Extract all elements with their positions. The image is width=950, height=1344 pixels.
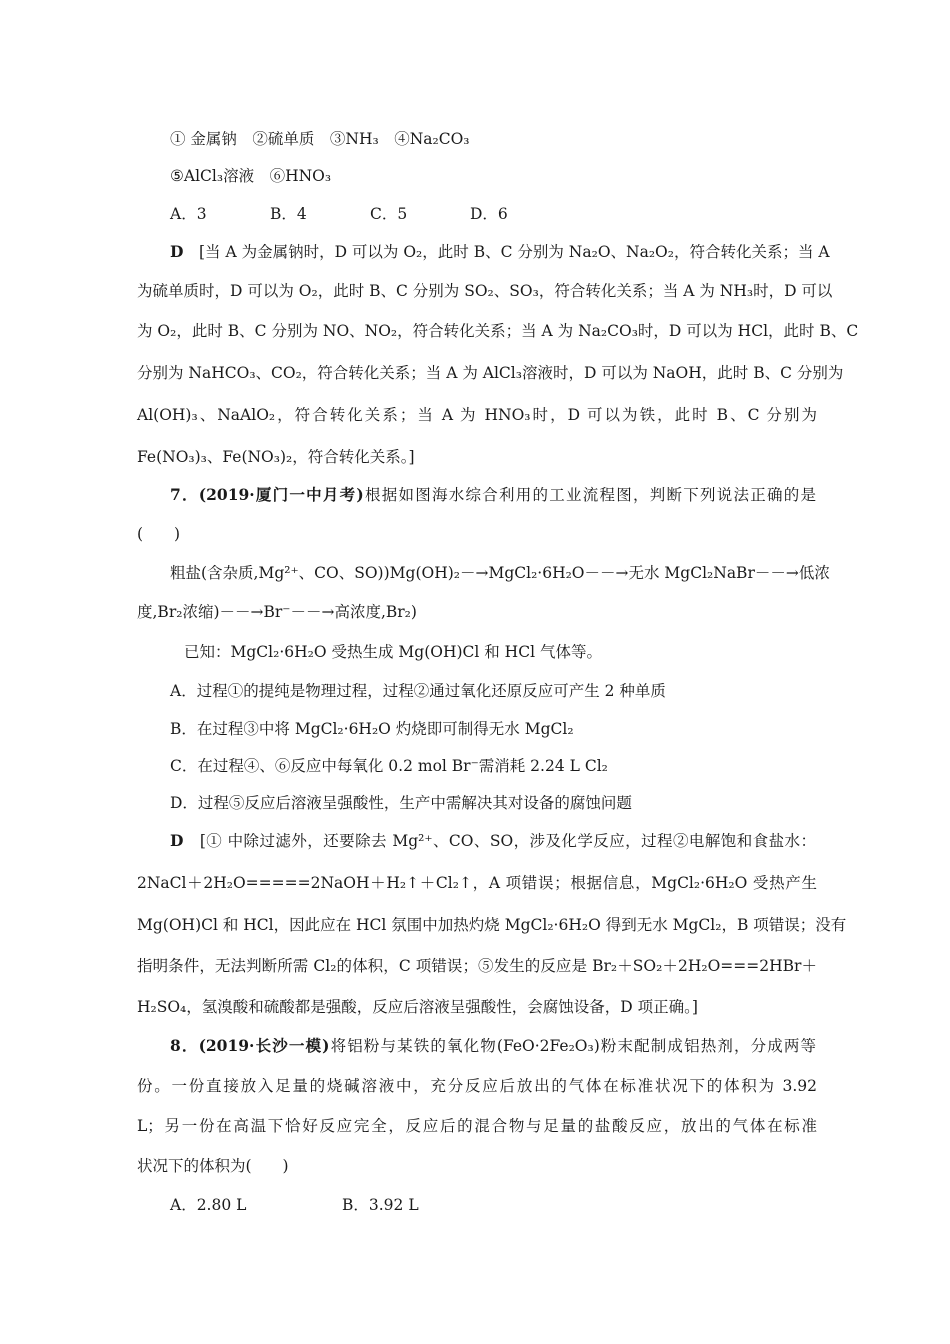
q7-explanation-text-1: [① 中除过滤外，还要除去 Mg²⁺、CO、SO，涉及化学反应，过程②电解饱和食盐水：	[199, 832, 816, 850]
q6-explanation-line-5: Al(OH)₃、NaAlO₂，符合转化关系；当 A 为 HNO₃时，D 可以为铁，此时 B、C 分别为	[137, 406, 817, 424]
q6-choice-d: D．6	[470, 205, 508, 223]
q6-explanation-line-2: 为硫单质时，D 可以为 O₂，此时 B、C 分别为 SO₂、SO₃，符合转化关系；当 A 为 NH₃时，D 可以	[137, 282, 833, 300]
q7-number: 7．	[170, 485, 199, 504]
q6-choice-b: B．4	[270, 205, 307, 223]
q8-choice-b: B．3.92 L	[342, 1196, 419, 1214]
q7-explanation-line-3: Mg(OH)Cl 和 HCl，因此应在 HCl 氛围中加热灼烧 MgCl₂·6H₂O 得到无水 MgCl₂，B 项错误；没有	[137, 916, 847, 934]
q7-stem-line-1	[170, 484, 816, 506]
q8-stem-line-4: 状况下的体积为( )	[137, 1157, 289, 1175]
q6-explanation-line-6: Fe(NO₃)₃、Fe(NO₃)₂，符合转化关系。]	[137, 448, 415, 466]
q8-stem-line-3: L；另一份在高温下恰好反应完全，反应后的混合物与足量的盐酸反应，放出的气体在标准	[137, 1117, 817, 1135]
q7-explanation-line-1	[170, 830, 816, 852]
q6-explanation-line-4: 分别为 NaHCO₃、CO₂，符合转化关系；当 A 为 AlCl₃溶液时，D 可以为 NaOH，此时 B、C 分别为	[137, 364, 844, 382]
q7-flow-line-1: 粗盐(含杂质,Mg²⁺、CO、SO))Mg(OH)₂－→MgCl₂·6H₂O－－→无水 MgCl₂NaBr－－→低浓	[170, 564, 830, 582]
q8-stem-text-1: 将铝粉与某铁的氧化物(FeO·2Fe₂O₃)粉末配制成铝热剂，分成两等	[329, 1037, 816, 1055]
q7-choice-c: C．在过程④、⑥反应中每氧化 0.2 mol Br⁻需消耗 2.24 L Cl₂	[170, 757, 608, 775]
q7-source: (2019·厦门一中月考)	[198, 485, 364, 504]
q6-explanation-line-1	[170, 241, 830, 263]
q7-choice-b: B．在过程③中将 MgCl₂·6H₂O 灼烧即可制得无水 MgCl₂	[170, 720, 574, 738]
q7-stem-line-2: ( )	[137, 525, 181, 543]
q7-explanation-line-4: 指明条件，无法判断所需 Cl₂的体积，C 项错误；⑤发生的反应是 Br₂＋SO₂＋2H₂O===2HBr＋	[137, 957, 817, 975]
q7-choice-a: A．过程①的提纯是物理过程，过程②通过氧化还原反应可产生 2 种单质	[170, 682, 666, 700]
q6-explanation-line-3: 为 O₂，此时 B、C 分别为 NO、NO₂，符合转化关系；当 A 为 Na₂CO₃时，D 可以为 HCl，此时 B、C	[137, 322, 859, 340]
q6-answer-letter: D	[170, 242, 184, 261]
q6-explanation-text-1: [当 A 为金属钠时，D 可以为 O₂，此时 B、C 分别为 Na₂O、Na₂O₂，符合转化关系；当 A	[198, 243, 830, 261]
q7-choice-d: D．过程⑤反应后溶液呈强酸性，生产中需解决其对设备的腐蚀问题	[170, 794, 632, 812]
q6-choices	[170, 203, 820, 225]
q8-stem-line-1	[170, 1035, 816, 1057]
q8-source: (2019·长沙一模)	[198, 1036, 330, 1055]
q6-options-line-1: ① 金属钠 ②硫单质 ③NH₃ ④Na₂CO₃	[170, 130, 470, 148]
q6-choice-a: A．3	[170, 205, 207, 223]
q8-number: 8．	[170, 1036, 199, 1055]
q6-choice-c: C．5	[370, 205, 408, 223]
q7-answer-letter: D	[170, 831, 184, 850]
q7-explanation-line-5: H₂SO₄，氢溴酸和硫酸都是强酸，反应后溶液呈强酸性，会腐蚀设备，D 项正确。]	[137, 998, 698, 1016]
q7-explanation-line-2: 2NaCl＋2H₂O=====2NaOH＋H₂↑＋Cl₂↑，A 项错误；根据信息，MgCl₂·6H₂O 受热产生	[137, 874, 817, 892]
q8-stem-line-2: 份。一份直接放入足量的烧碱溶液中，充分反应后放出的气体在标准状况下的体积为 3.92	[137, 1077, 817, 1095]
q8-choice-a: A．2.80 L	[170, 1196, 247, 1214]
q7-stem-text: 根据如图海水综合利用的工业流程图，判断下列说法正确的是	[363, 486, 816, 504]
q6-options-line-2: ⑤AlCl₃溶液 ⑥HNO₃	[170, 167, 332, 185]
q7-flow-line-2: 度,Br₂浓缩)－－→Br⁻－－→高浓度,Br₂)	[137, 603, 417, 621]
q8-choices	[170, 1194, 820, 1216]
q7-known: 已知：MgCl₂·6H₂O 受热生成 Mg(OH)Cl 和 HCl 气体等。	[184, 643, 602, 661]
